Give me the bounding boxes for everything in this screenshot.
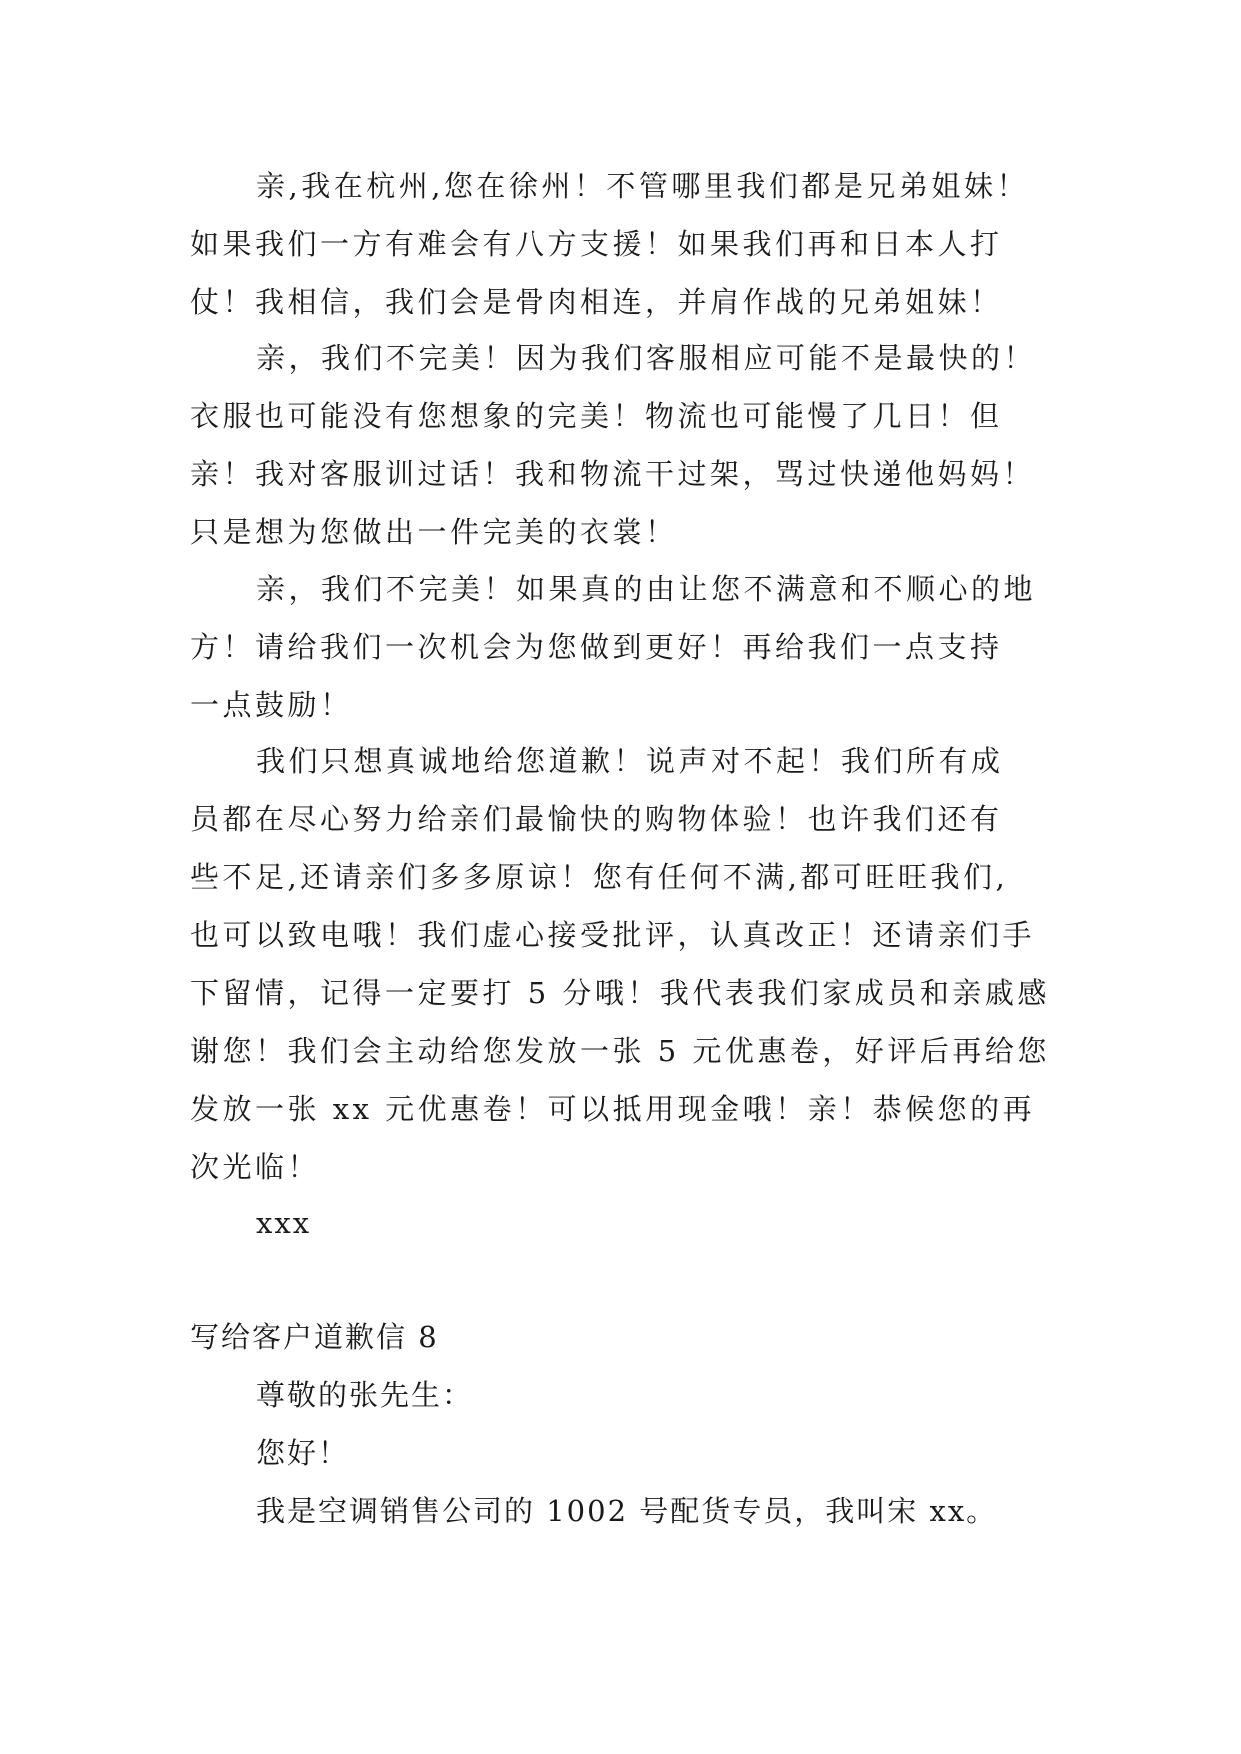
paragraph-line: 也可以致电哦！我们虚心接受批评，认真改正！还请亲们手: [190, 918, 1036, 952]
paragraph-line: 亲，我们不完美！如果真的由让您不满意和不顺心的地: [256, 572, 1037, 606]
paragraph-line: 员都在尽心努力给亲们最愉快的购物体验！也许我们还有: [190, 802, 1003, 836]
paragraph-line: 发放一张 xx 元优惠卷！可以抵用现金哦！亲！恭候您的再: [190, 1092, 1036, 1126]
greeting: 您好！: [256, 1436, 350, 1470]
section-title: 写给客户道歉信 8: [190, 1320, 439, 1354]
paragraph-line: 一点鼓励！: [190, 688, 353, 722]
paragraph-line: 只是想为您做出一件完美的衣裳！: [190, 515, 678, 549]
signature: xxx: [256, 1206, 312, 1240]
paragraph-line: 亲！我对客服训过话！我和物流干过架，骂过快递他妈妈！: [190, 457, 1036, 491]
paragraph-2: [190, 329, 1070, 561]
paragraph-1: [190, 157, 1070, 331]
paragraph-line: 下留情，记得一定要打 5 分哦！我代表我们家成员和亲戚感: [190, 976, 1050, 1010]
paragraph-3: [190, 560, 1070, 734]
paragraph-line: 亲,我在杭州,您在徐州！不管哪里我们都是兄弟姐妹！: [256, 169, 1029, 203]
paragraph-line: 衣服也可能没有您想象的完美！物流也可能慢了几日！但: [190, 399, 1003, 433]
paragraph-line: 如果我们一方有难会有八方支援！如果我们再和日本人打: [190, 227, 1003, 261]
paragraph-4: [190, 732, 1070, 1196]
paragraph-line: 次光临！: [190, 1150, 321, 1184]
paragraph-line: 些不足,还请亲们多多原谅！您有任何不满,都可旺旺我们,: [190, 860, 1009, 894]
paragraph-line: 我们只想真诚地给您道歉！说声对不起！我们所有成: [256, 744, 1004, 778]
paragraph-line: 亲，我们不完美！因为我们客服相应可能不是最快的！: [256, 341, 1037, 375]
paragraph-line: 方！请给我们一次机会为您做到更好！再给我们一点支持: [190, 630, 1003, 664]
paragraph-line: 谢您！我们会主动给您发放一张 5 元优惠卷，好评后再给您: [190, 1034, 1050, 1068]
paragraph-line: 仗！我相信，我们会是骨肉相连，并肩作战的兄弟姐妹！: [190, 285, 1003, 319]
salutation: 尊敬的张先生：: [256, 1378, 474, 1412]
intro-line: 我是空调销售公司的 1002 号配货专员，我叫宋 xx。: [256, 1494, 998, 1528]
